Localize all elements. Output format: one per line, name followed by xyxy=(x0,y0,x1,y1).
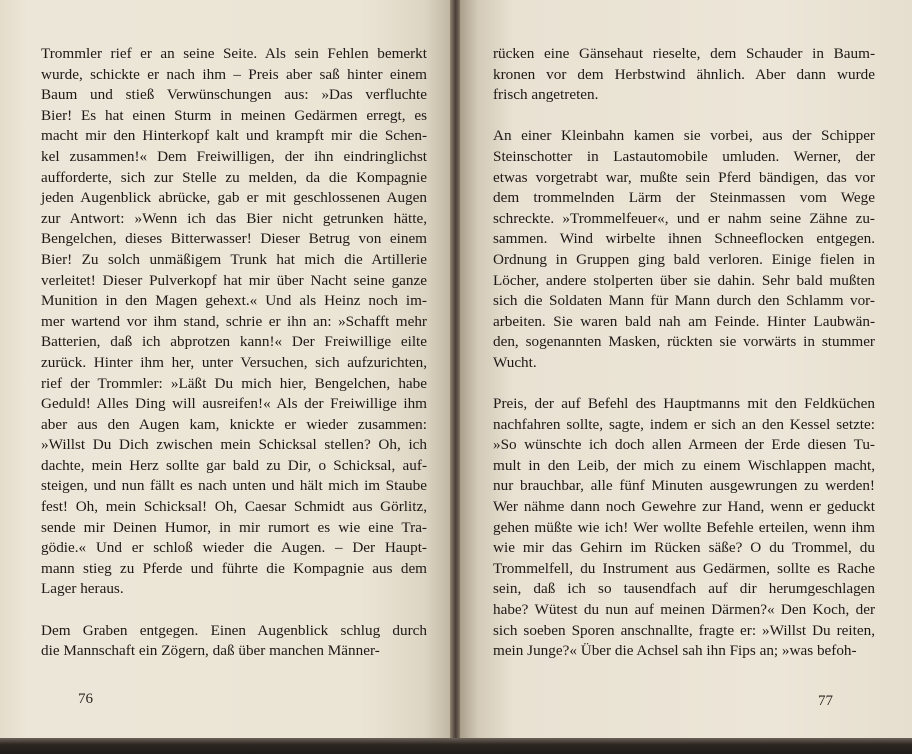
text-line: steigen, und nun fällt es nach unten und hält mich im Staube xyxy=(41,477,427,495)
book-bottom-edge xyxy=(0,738,912,754)
text-line: rücken eine Gänsehaut rieselte, dem Schauder in Baum- xyxy=(493,45,875,62)
left-page-text xyxy=(41,44,427,662)
text-line: dachte, mein Herz sollte gar bald zu Dir, o Schicksal, auf- xyxy=(41,456,427,474)
text-line: Preis, der auf Befehl des Hauptmanns mit den Feldküchen xyxy=(493,395,875,413)
text-line: arbeiten. Sie waren bald nah am Feinde. Hinter Laubwän- xyxy=(493,312,875,330)
paragraph xyxy=(41,621,427,662)
text-line: wie mir das Gehirn im Rücken säße? O du Trommel, du xyxy=(493,539,875,557)
text-line: »Willst Du Dich zwischen mein Schicksal stellen? Oh, ich xyxy=(41,436,427,454)
text-line: sich die Soldaten Mann für Mann durch den Schlamm vor- xyxy=(493,292,875,310)
paragraph xyxy=(493,44,875,106)
text-line: Trommelfell, du Instrument aus Gedärmen, sollte es Rache xyxy=(493,559,875,577)
paragraph xyxy=(493,126,875,373)
left-page xyxy=(0,0,452,742)
text-line: rief der Trommler: »Läßt Du mich hier, Bengelchen, habe xyxy=(41,374,427,392)
text-line: den, sogenannten Masken, rückten sie vorwärts in stummer xyxy=(493,333,875,351)
text-line: zurück. Hinter ihm her, unter Versuchen, sich aufzurichten, xyxy=(41,353,427,371)
text-line: Bengelchen, dieses Bitterwasser! Dieser Betrug von einem xyxy=(41,230,427,248)
text-line: macht mir den Hinterkopf kalt und krampft mir die Schen- xyxy=(41,127,427,145)
text-line: Bier! Zu solch unmäßigem Trunk hat mich die Artillerie xyxy=(41,250,427,268)
text-line: dem trommelnden Lärm der Steinmassen vom Wege xyxy=(493,189,875,207)
paragraph-gap xyxy=(493,106,875,127)
text-line: »So wünschte ich doch allen Armeen der Erde diesen Tu- xyxy=(493,436,875,454)
text-line: sende mir Deinen Humor, in mir rumort es wie eine Tra- xyxy=(41,518,427,536)
paragraph-gap xyxy=(41,600,427,621)
text-line: mein Junge?« Über die Achsel sah ihn Fips an; »was befoh- xyxy=(493,642,857,660)
right-page-text xyxy=(493,44,875,662)
text-line: mer wartend vor ihm stand, schrie er ihn an: »Schafft mehr xyxy=(41,312,427,330)
paragraph-gap xyxy=(493,374,875,395)
text-line: mult in den Leib, der mich zu einem Wischlappen macht, xyxy=(493,456,875,474)
text-line: gödie.« Und er schloß wieder die Augen. – Der Haupt- xyxy=(41,539,427,557)
text-line: Trommler rief er an seine Seite. Als sein Fehlen bemerkt xyxy=(41,45,427,62)
text-line: sein, daß ich so tausendfach auf dir herumgeschlagen xyxy=(493,580,875,598)
text-line: nur brauchbar, alle fünf Minuten ausgewrungen zu werden! xyxy=(493,477,875,495)
text-line: Baum und stieß Verwünschungen aus: »Das verfluchte xyxy=(41,86,427,104)
text-line: mann stieg zu Pferde und führte die Kompagnie aus dem xyxy=(41,559,427,577)
text-line: Bier! Es hat einen Sturm in meinen Gedärmen erregt, es xyxy=(41,106,427,124)
text-line: Wer nähme dann noch Gewehre zur Hand, wenn er geduckt xyxy=(493,498,875,516)
text-line: fest! Oh, mein Schicksal! Oh, Caesar Schmidt aus Görlitz, xyxy=(41,498,427,516)
text-line: An einer Kleinbahn kamen sie vorbei, aus der Schipper xyxy=(493,127,875,145)
text-line: frisch angetreten. xyxy=(493,86,599,104)
text-line: Geduld! Alles Ding will ausreifen!« Als der Freiwillige ihm xyxy=(41,395,427,413)
text-line: jeden Augenblick abrücke, gab er mit geschlossenen Augen xyxy=(41,189,427,207)
text-line: kronen vor dem Herbstwind ähnlich. Aber dann wurde xyxy=(493,65,875,83)
text-line: sich soeben Sporen anschnallte, fragte er: »Willst Du reiten, xyxy=(493,621,875,639)
text-line: schreckte. »Trommelfeuer«, und er nahm seine Zähne zu- xyxy=(493,209,875,227)
text-line: die Mannschaft ein Zögern, daß über manchen Männer- xyxy=(41,642,380,660)
right-page-number: 77 xyxy=(818,693,833,709)
text-line: Batterien, daß ich abprotzen kann!« Der Freiwillige eilte xyxy=(41,333,427,351)
text-line: Dem Graben entgegen. Einen Augenblick schlug durch xyxy=(41,621,427,639)
text-line: Löcher, andere stolperten über sie dahin. Sehr bald mußten xyxy=(493,271,875,289)
text-line: verleitet! Dieser Pulverkopf hat mir über Nacht seine ganze xyxy=(41,271,427,289)
text-line: Lager heraus. xyxy=(41,580,124,598)
right-page xyxy=(460,0,912,742)
text-line: etwas vorgetrabt war, mußte sein Pferd bändigen, das vor xyxy=(493,168,875,186)
text-line: Wucht. xyxy=(493,353,537,371)
text-line: zur Antwort: »Wenn ich das Bier nicht getrunken hätte, xyxy=(41,209,427,227)
text-line: Ordnung in Gruppen ging bald verloren. Einige fielen in xyxy=(493,250,875,268)
paragraph xyxy=(41,44,427,600)
text-line: aber aus den Augen kam, knickte er wieder zusammen: xyxy=(41,415,427,433)
text-line: kel zusammen!« Dem Freiwilligen, der ihn eindringlichst xyxy=(41,147,427,165)
text-line: Steinschotter in Lastautomobile umluden. Werner, der xyxy=(493,147,875,165)
text-line: gehen müßte wie ich! Wer wollte Befehle erteilen, wenn ihm xyxy=(493,518,875,536)
left-page-number: 76 xyxy=(78,691,93,707)
text-line: wurde, schickte er nach ihm – Preis aber saß hinter einem xyxy=(41,65,427,83)
text-line: nachfahren sollte, sagte, indem er sich an den Kessel setzte: xyxy=(493,415,875,433)
text-line: aufforderte, sich zur Stelle zu melden, da die Kompagnie xyxy=(41,168,427,186)
text-line: Munition in den Magen gehext.« Und als Heinz noch im- xyxy=(41,292,427,310)
text-line: habe? Wütest du nun auf meinen Därmen?« Den Koch, der xyxy=(493,601,875,619)
text-line: sammen. Wind wirbelte ihnen Schneeflocken entgegen. xyxy=(493,230,875,248)
paragraph xyxy=(493,394,875,662)
